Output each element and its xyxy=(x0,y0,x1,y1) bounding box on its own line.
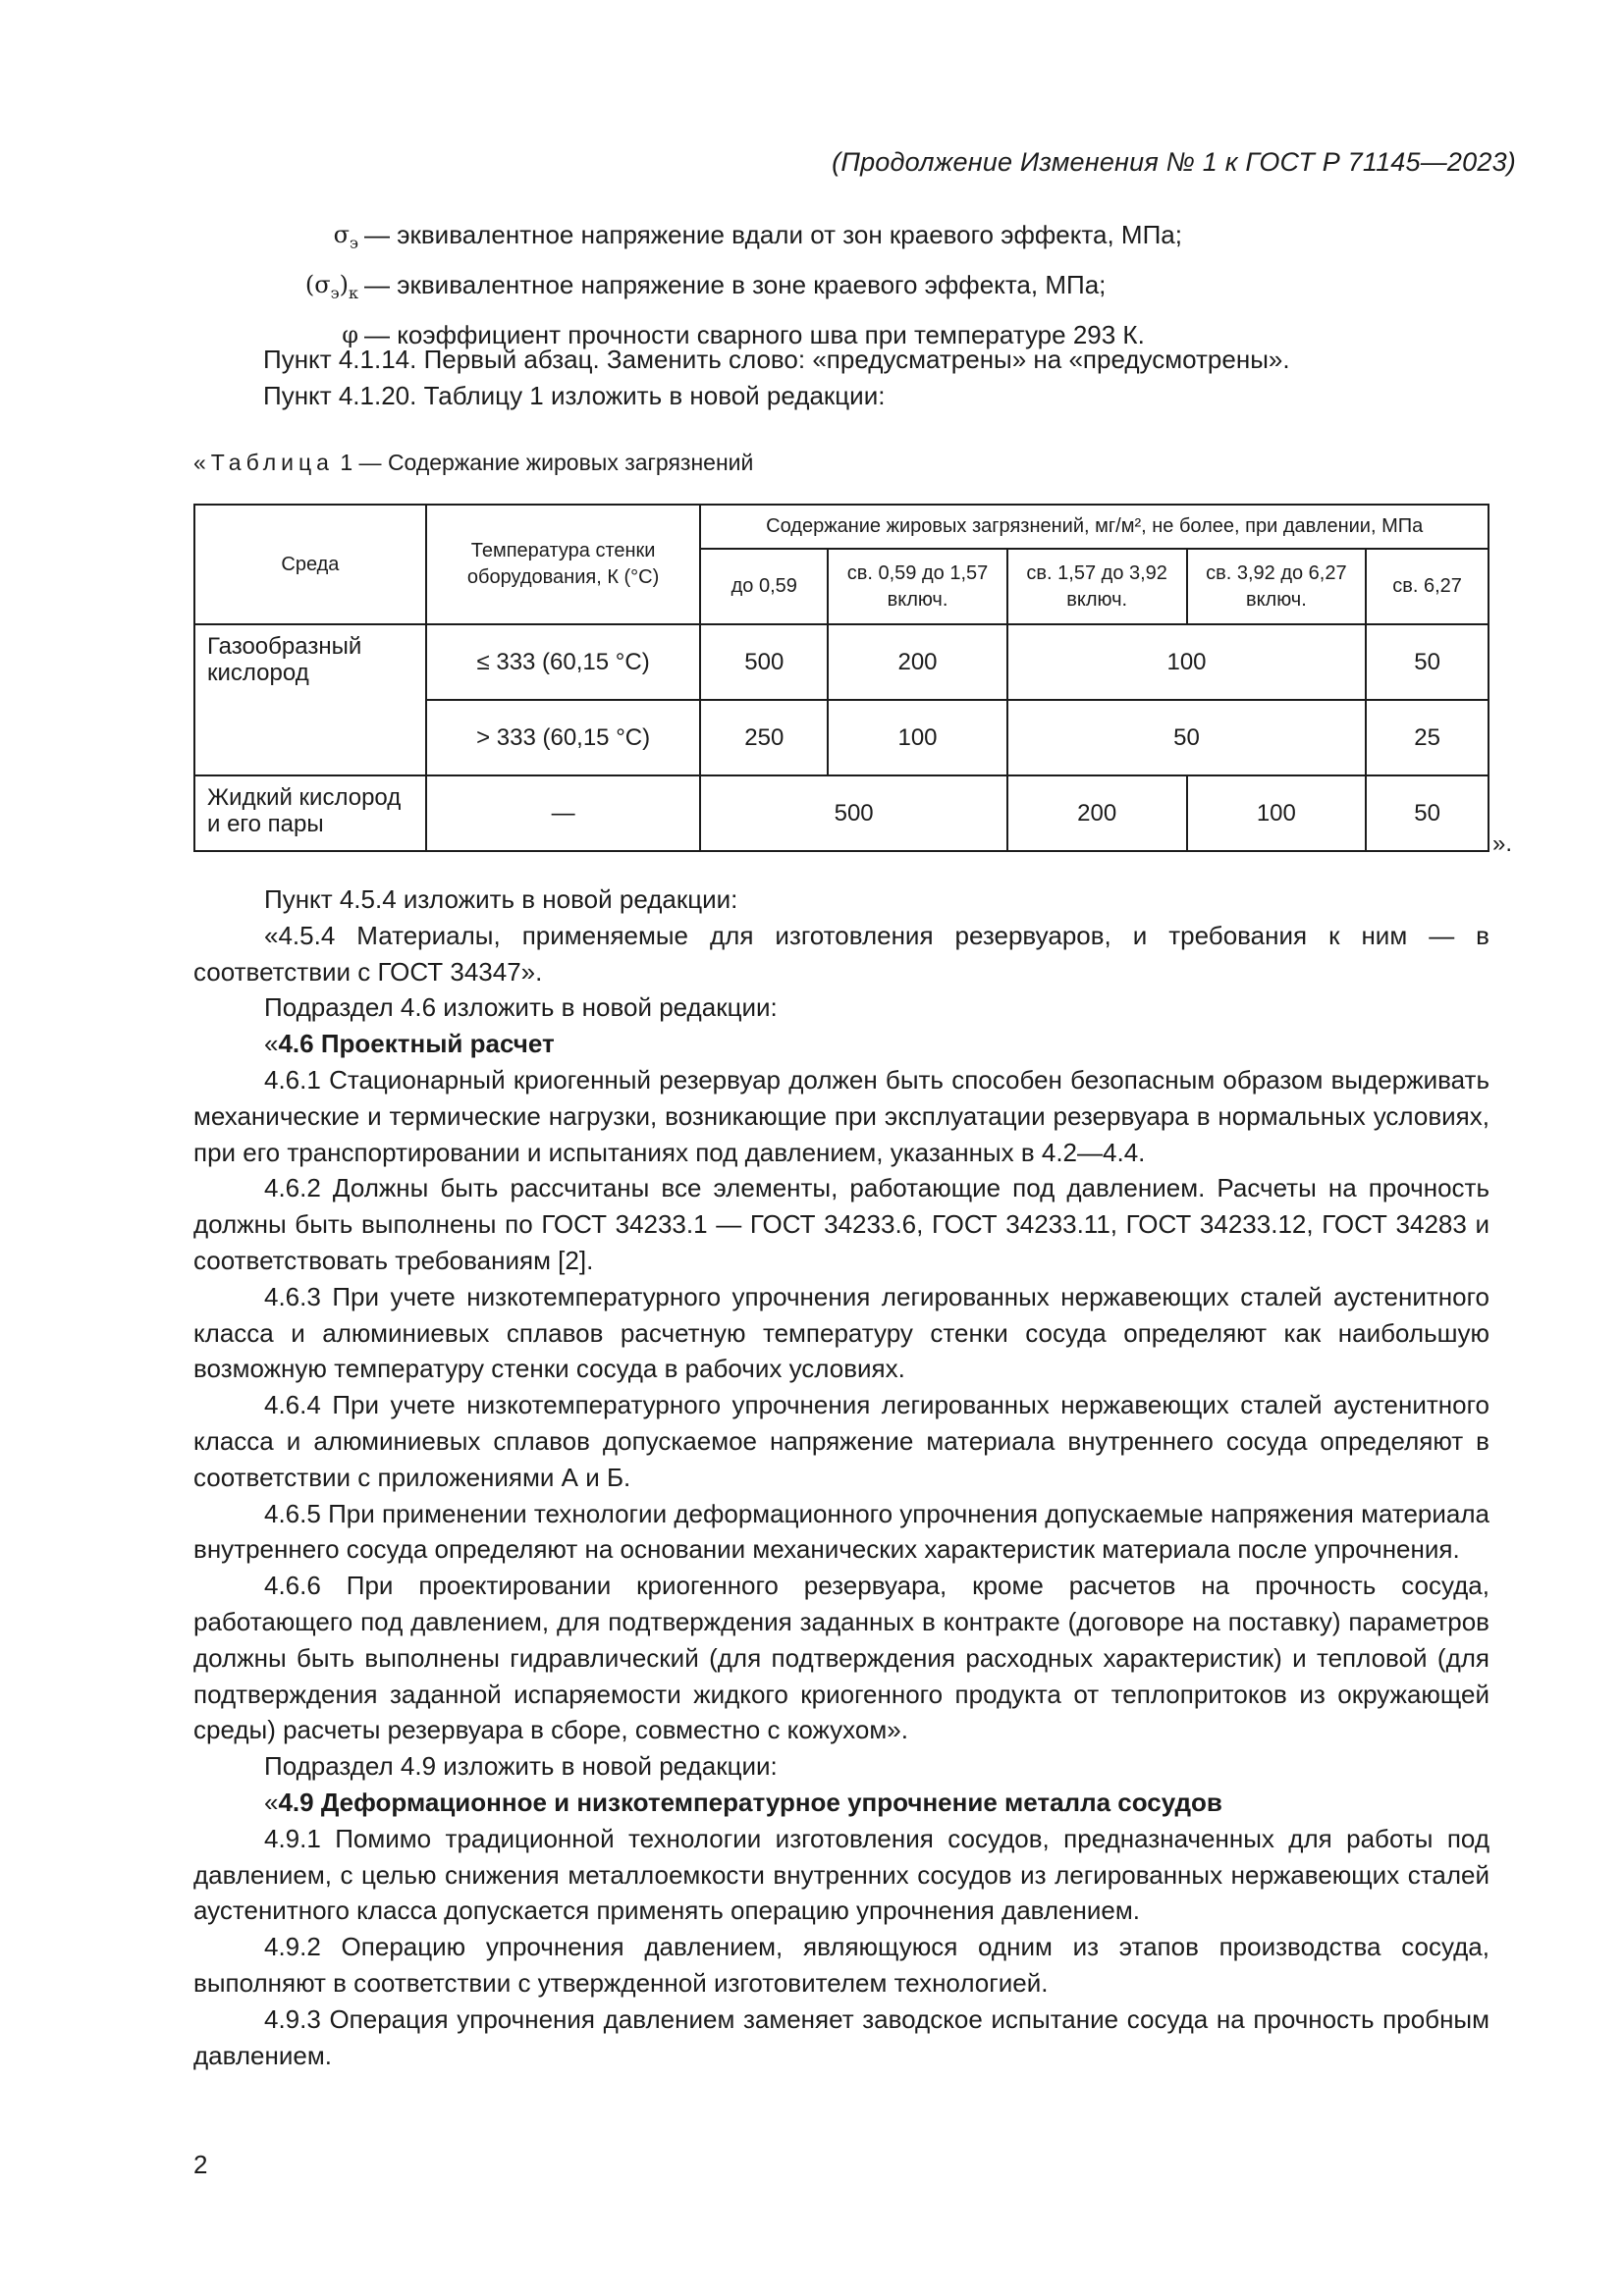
cell-value: 100 xyxy=(1187,775,1367,851)
table-caption: «Таблица 1 — Содержание жировых загрязнений xyxy=(193,450,754,475)
paragraph: Пункт 4.5.4 изложить в новой редакции: xyxy=(264,884,738,914)
paragraph: 4.6.3 При учете низкотемпературного упрочнения легированных нержавеющих сталей аустенитного класса и алюминиевых сплавов расчетную температуру стенки сосуда определяют как наибольшую возможную температуру стенки сосуда в рабочих условиях. xyxy=(193,1281,1489,1384)
cell-value: 100 xyxy=(1007,624,1366,700)
header-pressure: св. 6,27 xyxy=(1366,549,1489,624)
paragraph: Подраздел 4.6 изложить в новой редакции: xyxy=(264,992,778,1023)
paragraph: 4.6.2 Должны быть рассчитаны все элементы, работающие под давлением. Расчеты на прочность должны быть выполнены по ГОСТ 34233.1 — ГОСТ 34233.6, ГОСТ 34233.11, ГОСТ 34233.12, ГОСТ 34283 и соответствовать требованиям [2]. xyxy=(193,1173,1489,1275)
paragraph: Подраздел 4.9 изложить в новой редакции: xyxy=(264,1751,778,1782)
symbol-definition: — коэффициент прочности сварного шва при температуре 293 К. xyxy=(364,319,1145,349)
cell-value: 250 xyxy=(700,700,828,775)
cell-temperature: ≤ 333 (60,15 °С) xyxy=(426,624,701,700)
symbol-row xyxy=(265,214,1182,264)
symbol: φ xyxy=(342,320,358,348)
symbol: $(\sigma_э)_к$ xyxy=(304,270,358,302)
intro-line: Пункт 4.1.20. Таблицу 1 изложить в новой редакции: xyxy=(263,381,886,410)
header-pressure: до 0,59 xyxy=(700,549,828,624)
paragraph: 4.6.5 При применении технологии деформационного упрочнения допускаемые напряжения материала внутреннего сосуда определяют на основании механических характеристик материала после упрочнения. xyxy=(193,1498,1489,1565)
cell-value: 25 xyxy=(1366,700,1489,775)
cell-value: 200 xyxy=(828,624,1007,700)
cell-temperature: > 333 (60,15 °С) xyxy=(426,700,701,775)
header-content: Содержание жировых загрязнений, мг/м², не более, при давлении, МПа xyxy=(700,505,1489,549)
paragraph: 4.9.2 Операцию упрочнения давлением, являющуюся одним из этапов производства сосуда, выполняют в соответствии с утвержденной изготовителем технологией. xyxy=(193,1932,1489,1998)
cell-value: 100 xyxy=(828,700,1007,775)
header-pressure: св. 1,57 до 3,92 включ. xyxy=(1007,549,1187,624)
paragraph: 4.6.1 Стационарный криогенный резервуар должен быть способен безопасным образом выдерживать механические и термические нагрузки, возникающие при эксплуатации резервуара в нормальных условиях, при его транспортировании и испытаниях под давлением, указанных в 4.2—4.4. xyxy=(193,1064,1489,1167)
fat-contamination-table xyxy=(193,504,1489,852)
cell-medium: Жидкий кислород и его пары xyxy=(194,775,426,851)
header-pressure: св. 0,59 до 1,57 включ. xyxy=(828,549,1007,624)
symbol: $\sigma_э$ xyxy=(333,221,358,252)
page-number: 2 xyxy=(193,2150,208,2179)
symbol-definition: — эквивалентное напряжение в зоне краевого эффекта, МПа; xyxy=(364,269,1107,299)
cell-temperature: — xyxy=(426,775,701,851)
document-body xyxy=(193,881,1489,2073)
paragraph: «4.5.4 Материалы, применяемые для изготовления резервуаров, и требования к ним — в соответствии с ГОСТ 34347». xyxy=(193,920,1489,987)
paragraph: 4.6.4 При учете низкотемпературного упрочнения легированных нержавеющих сталей аустенитного класса и алюминиевых сплавов допускаемое напряжение материала внутреннего сосуда определяют в соответствии с приложениями А и Б. xyxy=(193,1390,1489,1492)
symbol-definitions xyxy=(265,214,1182,356)
page-header: (Продолжение Изменения № 1 к ГОСТ Р 71145—2023) xyxy=(832,147,1516,177)
cell-value: 50 xyxy=(1366,624,1489,700)
cell-value: 500 xyxy=(700,624,828,700)
cell-value: 50 xyxy=(1366,775,1489,851)
symbol-definition: — эквивалентное напряжение вдали от зон краевого эффекта, МПа; xyxy=(364,220,1182,249)
cell-value: 200 xyxy=(1007,775,1187,851)
header-temperature: Температура стенки оборудования, К (°С) xyxy=(426,505,701,624)
cell-value: 50 xyxy=(1007,700,1366,775)
paragraph: 4.9.1 Помимо традиционной технологии изготовления сосудов, предназначенных для работы под давлением, с целью снижения металлоемкости внутренних сосудов из легированных нержавеющих сталей аустенитного класса допускается применять операцию упрочнения давлением. xyxy=(193,1823,1489,1926)
header-pressure: св. 3,92 до 6,27 включ. xyxy=(1187,549,1367,624)
cell-value: 500 xyxy=(700,775,1006,851)
header-medium: Среда xyxy=(194,505,426,624)
section-heading: «4.6 Проектный расчет xyxy=(264,1029,555,1059)
cell-medium: Газообразный кислород xyxy=(194,624,426,775)
table-row xyxy=(194,624,1489,700)
table-closing-mark: ». xyxy=(1492,830,1513,857)
paragraph: 4.6.6 При проектировании криогенного резервуара, кроме расчетов на прочность сосуда, работающего под давлением, для подтверждения заданных в контракте (договоре на поставку) параметров должны быть выполнены гидравлический (для подтверждения расходных характеристик) и тепловой (для подтверждения заданной испаряемости жидкого криогенного продукта от теплопритоков из окружающей среды) расчеты резервуара в сборе, совместно с кожухом». xyxy=(193,1571,1489,1745)
paragraph: 4.9.3 Операция упрочнения давлением заменяет заводское испытание сосуда на прочность пробным давлением. xyxy=(193,2003,1489,2070)
section-heading: «4.9 Деформационное и низкотемпературное упрочнение металла сосудов xyxy=(264,1787,1222,1817)
table-row xyxy=(194,775,1489,851)
intro-line: Пункт 4.1.14. Первый абзац. Заменить слово: «предусматрены» на «предусмотрены». xyxy=(263,345,1290,374)
symbol-row xyxy=(265,264,1182,314)
